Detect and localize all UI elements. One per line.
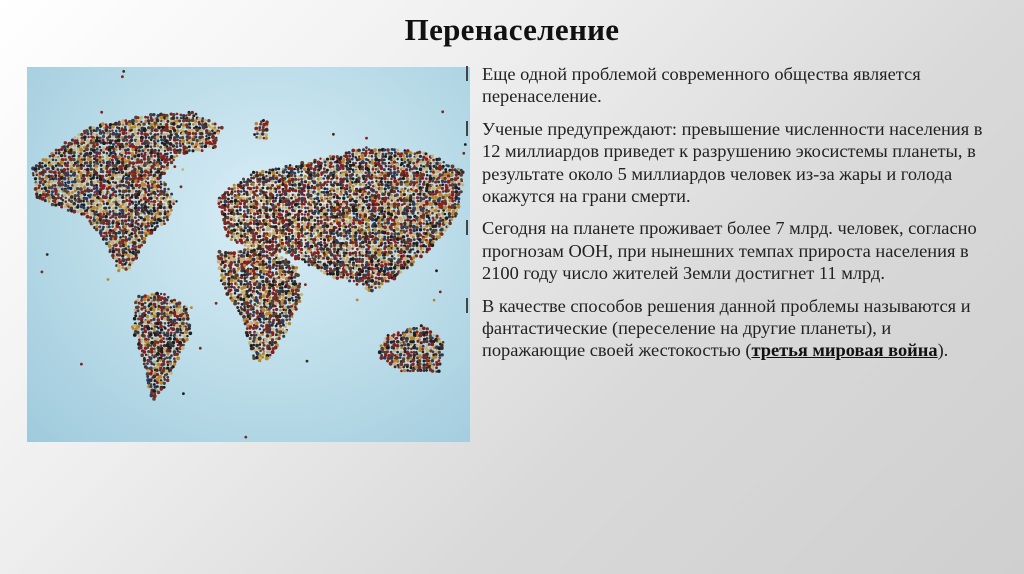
- world-war-link[interactable]: третья мировая война: [751, 340, 938, 361]
- paragraph-4: [466, 295, 986, 362]
- bullet-marker: [466, 298, 468, 313]
- world-map-crowd-graphic: [27, 67, 470, 442]
- paragraph-3: [466, 217, 986, 284]
- paragraph-2-text: Ученые предупреждают: превышение численности населения в 12 миллиардов приведет к разрушению экосистемы планеты, в результате около 5 миллиардов человек из-за жары и голода окажутся на грани смерти.: [482, 118, 983, 207]
- bullet-marker: [466, 121, 468, 136]
- slide-body: [466, 63, 986, 372]
- paragraph-4-text-after: ).: [937, 340, 949, 361]
- paragraph-1: [466, 63, 986, 108]
- paragraph-1-text: Еще одной проблемой современного общества является перенаселение.: [482, 64, 921, 107]
- bullet-marker: [466, 220, 468, 235]
- paragraph-2: [466, 118, 986, 208]
- bullet-marker: [466, 66, 468, 81]
- world-map-crowd-image: [27, 67, 470, 442]
- slide-title: Перенаселение: [404, 12, 620, 47]
- paragraph-4-text-before: В качестве способов решения данной проблемы называются и фантастические (переселение на другие планеты), и поражающие своей жестокостью (: [482, 295, 971, 361]
- paragraph-3-text: Сегодня на планете проживает более 7 млрд. человек, согласно прогнозам ООН, при нынешних темпах прироста населения в 2100 году число жителей Земли достигнет 11 млрд.: [482, 218, 977, 284]
